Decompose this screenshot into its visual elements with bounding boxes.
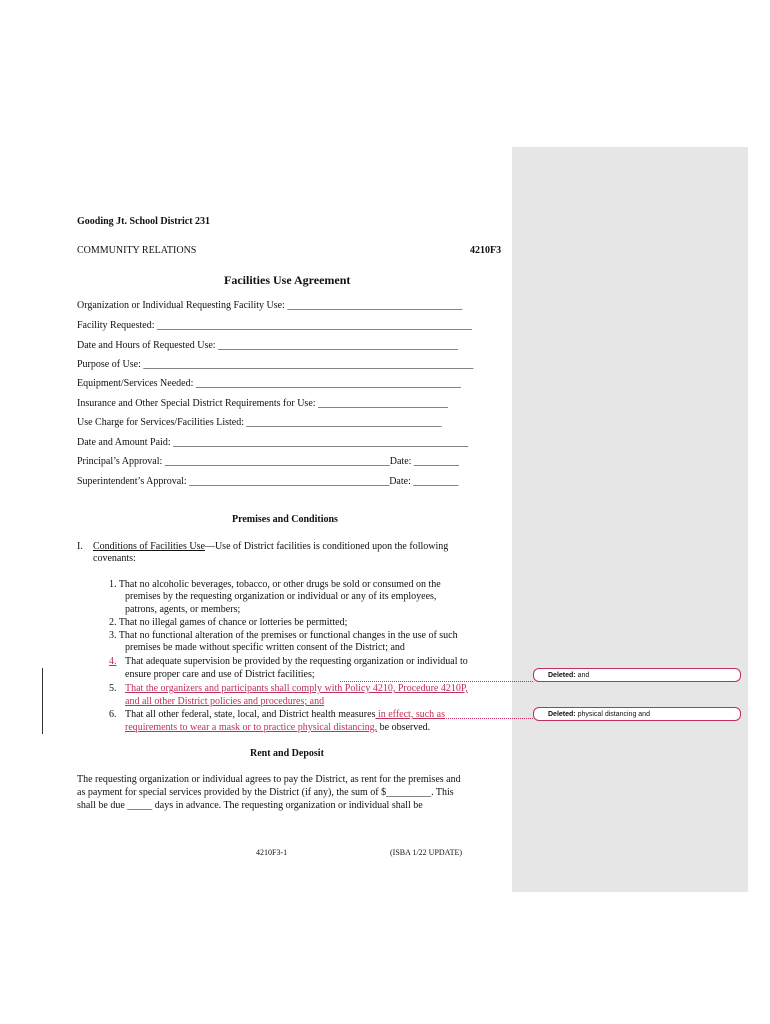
- comment-text: and: [577, 672, 590, 679]
- field-facility[interactable]: Facility Requested: _______________________________________________________________: [77, 320, 472, 331]
- list-item-6-cont: [125, 722, 430, 733]
- list-item-6-start: That: [125, 709, 144, 720]
- deleted-comment-1[interactable]: [533, 668, 741, 682]
- page-title: Facilities Use Agreement: [224, 273, 351, 287]
- section-heading: Premises and Conditions: [232, 514, 338, 525]
- comment-label: Deleted:: [548, 711, 576, 718]
- section-name: COMMUNITY RELATIONS: [77, 245, 197, 256]
- list-item-5-inserted-cont: and all other District policies and procedures; and: [125, 696, 325, 707]
- rent-heading: Rent and Deposit: [250, 748, 324, 759]
- comment-label: Deleted:: [548, 672, 576, 679]
- rent-paragraph-line: The requesting organization or individual agrees to pay the District, as rent for the premises and: [77, 774, 461, 785]
- comments-pane: [512, 147, 748, 892]
- page-number: 4210F3-1: [256, 848, 288, 857]
- comment-connector: [432, 718, 533, 719]
- field-organization[interactable]: Organization or Individual Requesting Facility Use: ___________________________________: [77, 300, 463, 311]
- field-insurance[interactable]: Insurance and Other Special District Requirements for Use: __________________________: [77, 398, 449, 409]
- list-item-3-cont: premises be made without specific written consent of the District; and: [125, 642, 405, 653]
- list-item-6-end: be observed.: [377, 722, 431, 733]
- list-item-1: 1. That no alcoholic beverages, tobacco, or other drugs be sold or consumed on the: [109, 579, 441, 590]
- district-name: Gooding Jt. School District 231: [77, 216, 211, 227]
- field-purpose[interactable]: Purpose of Use: __________________________________________________________________: [77, 359, 474, 370]
- list-item-4-cont: ensure proper care and use of District facilities;: [125, 669, 315, 680]
- deleted-comment-2[interactable]: [533, 707, 741, 721]
- conditions-title: Conditions of Facilities Use: [93, 541, 205, 552]
- list-item-5-number: 5.: [109, 683, 117, 694]
- list-item-4-number: 4.: [109, 656, 117, 667]
- comment-connector: [340, 681, 533, 682]
- list-item-3: 3. That no functional alteration of the premises or functional changes in the use of such: [109, 630, 458, 641]
- update-note: (ISBA 1/22 UPDATE): [390, 848, 463, 857]
- list-item-6-inserted: in effect, such as: [375, 709, 445, 720]
- rent-paragraph-line: shall be due _____ days in advance. The requesting organization or individual shall be: [77, 800, 423, 811]
- rent-paragraph-line: as payment for special services provided by the District (if any), the sum of $_________. This: [77, 787, 454, 798]
- field-superintendent-approval[interactable]: Superintendent’s Approval: ________________________________________Date: _________: [77, 476, 459, 487]
- change-bar: [42, 668, 43, 734]
- list-item-4: That adequate supervision be provided by the requesting organization or individual to: [125, 656, 468, 667]
- comment-text: physical distancing and: [577, 711, 650, 718]
- section-numeral: I.: [77, 541, 83, 552]
- list-item-1-cont: patrons, agents, or members;: [125, 604, 241, 615]
- list-item-2: 2. That no illegal games of chance or lotteries be permitted;: [109, 617, 348, 628]
- field-use-charge[interactable]: Use Charge for Services/Facilities Listed: _______________________________________: [77, 417, 442, 428]
- list-item-6: [125, 709, 445, 720]
- conditions-intro-text: —Use of District facilities is conditioned upon the following: [204, 541, 449, 552]
- list-item-1-cont: premises by the requesting organization or individual or any of its employees,: [125, 591, 437, 602]
- list-item-6-number: 6.: [109, 709, 117, 720]
- field-principal-approval[interactable]: Principal’s Approval: _____________________________________________Date: _________: [77, 456, 459, 467]
- field-equipment[interactable]: Equipment/Services Needed: _____________________________________________________: [77, 378, 461, 389]
- conditions-intro-line2: covenants:: [93, 553, 136, 564]
- field-date-hours[interactable]: Date and Hours of Requested Use: ________________________________________________: [77, 340, 459, 351]
- conditions-intro: [93, 541, 448, 552]
- list-item-5-inserted: That the organizers and participants shall comply with Policy 4210, Procedure 4210P,: [125, 683, 468, 694]
- policy-code: 4210F3: [470, 245, 502, 256]
- list-item-6-inserted-cont: requirements to wear a mask or to practice physical distancing,: [125, 722, 378, 733]
- list-item-6-text: all other federal, state, local, and District health measures: [145, 709, 376, 720]
- field-date-amount[interactable]: Date and Amount Paid: ___________________________________________________________: [77, 437, 469, 448]
